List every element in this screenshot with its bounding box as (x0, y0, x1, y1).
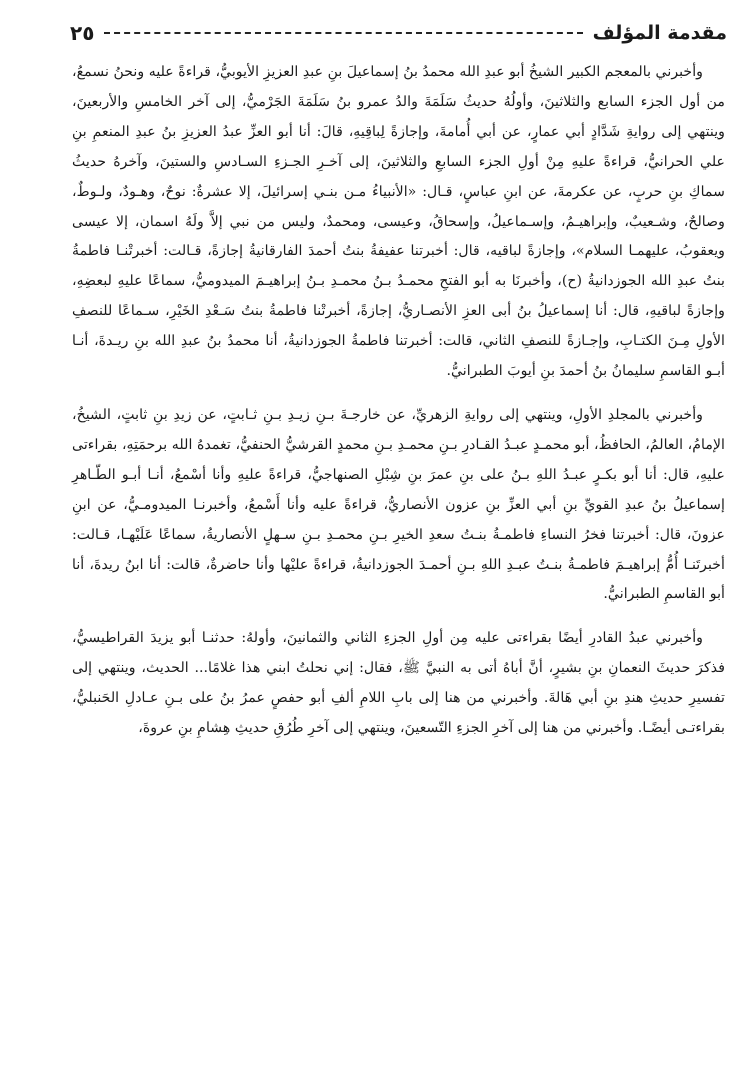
paragraph-1: وأخبرني بالمعجم الكبير الشيخُ أبو عبدِ الله محمدُ بنُ إسماعيلَ بنِ عبدِ العزيزِ الأيوبيُّ، قراءةً عليه ونحنُ نسمعُ، من أول الجزء السابع والثلاثينَ، وأولُهُ حديثُ سَلَمَةَ والدُ عمرو بنُ سَلَمَةَ الجَرْميُّ، إلى آخر الخامسِ والأربعينَ، وينتهي إلى روايةِ شَدَّادٍ أبي عمارٍ، عن أبي أُمامةَ، وإجازةً لِباقِيهِ، قالَ: أنا أبو العزِّ عبدُ العزيزِ بنُ عبدِ المنعمِ بنِ علي الحرانيُّ، قراءةً عليهِ مِنْ أولِ الجزء السابعِ والثلاثينَ، إلى آخـرِ الجـزءِ السـادسِ والستينَ، وآخرهُ حديثُ سماكِ بنِ حربٍ، عن عكرمةَ، عن ابنِ عباسٍ، قـال: «الأنبياءُ مـن بنـي إسرائيلَ، إلا عشرةٌ: نوحٌ، وهـودٌ، ولـوطٌ، وصالحٌ، وشـعيبٌ، وإبراهيـمُ، وإسـماعيلُ، وإسحاقُ، وعيسى، ومحمدٌ، وليس من نبي إلاَّ ولَهُ اسمان، إلا عيسى ويعقوبُ، عليهمـا السلام»، وإجازةً لباقيه، قال: أخبرتنا عفيفةُ بنتُ أحمدَ الفارقانيةُ إجازةً، قـالت: أخبرتْنـا فاطمةُ بنتُ عبدِ الله الجوزدانيةُ (ح)، وأخبرنَا به أبو الفتحِ محمـدُ بـنُ محمـدِ بـنُ إبراهيـمَ الميدوميُّ، سماعًا عليهِ لبعضِهِ، وإجازةً لباقيهِ، قال: أنا إسماعيلُ بنُ أبى العزِ الأنصـاريُّ، إجازةً، أخبرتْنا فاطمةُ بنتُ سَـعْدِ الخَيْرِ، سـماعًا للنصفِ الأولِ مِـنَ الكتـابِ، وإجـازةً للنصفِ الثاني، قالت: أخبرتنا فاطمةُ الجوزدانيةُ، أنا محمدُ بنُ عبدِ الله بنِ ريـدةَ، أنـا أبـو القاسمِ سليمانُ بنُ أحمدَ بنِ أيوبَ الطبرانيُّ. (72, 64, 725, 380)
body-text (72, 58, 725, 744)
running-header (70, 18, 727, 48)
header-dashed-rule (104, 32, 582, 34)
paragraph-2: وأخبرني بالمجلدِ الأولِ، وينتهي إلى روايةِ الزهريِّ، عن خارجـةَ بـنِ زيـدِ بـنِ ثـابتٍ، عن زيدِ بنِ ثابتٍ، الشيخُ، الإمامُ، العالمُ، الحافظُ، أبو محمـدٍ عبـدُ القـادرِ بـنِ محمـدِ بـنِ محمدٍ القرشيُّ الحنفيُّ، تغمدهُ الله برحمَتِهِ، بقراءتى عليهِ، قال: أنا أبو بكـرٍ عبـدُ اللهِ بـنُ على بنِ عمرَ بنِ شِبْلِ الصنهاجيُّ، قراءةً عليهِ وأنا أسْمعُ، أنـا أبـو الطّـاهرِ إسماعيلُ بنُ عبدِ القويِّ بنِ أبي العزِّ بنِ عزون الأنصاريُّ، قراءةً عليه وأنا أَسْمعُ، وأخبرنـا الميدومـيُّ، عن ابنِ عزونَ، قال: أخبرتنا فخرُ النساءِ فاطمـةُ بنـتُ سعدِ الخيرِ بـنِ محمـدِ بـنِ سـهلٍ الأنصاريةُ، سماعًا عَلَيْهـا، قـالت: أخبرتَنـا أُمُّ إبراهيـمَ فاطمـةُ بنـتُ عبـدِ اللهِ بـنِ أحمـدَ الجوزدانيةُ، قراءةً عليْها وأنا حاضرةٌ، قالت: أنا ابنُ ريدةَ، أنا أبو القاسمِ الطبرانيُّ. (72, 406, 725, 603)
header-title: مقدمة المؤلف (592, 22, 727, 44)
paragraph-3: وأخبرني عبدُ القادرِ أيضًا بقراءتى عليه مِن أولِ الجزءِ الثاني والثمانينَ، وأولهُ: حدثنـا أبو يزيدَ القراطيسيُّ، فذكرَ حديثَ النعمانِ بنِ بشيرٍ، أنَّ أباهُ أتى به النبيَّ ﷺ، فقال: إني نحلتُ ابني هذا غلامًا... الحديث، وينتهي إلى تفسيرِ حديثِ هندِ بنِ أبي هَالةَ. وأخبرني من هنا إلى بابِ اللامِ ألفِ أبو حفصٍ عمرُ بنُ على بـنِ عـادلِ الحَنبليُّ، بقراءتـى أيضًـا. وأخبرني من هنا إلى آخرِ الجزءِ التّسعينَ، وينتهي إلى آخرِ طُرُقِ حديثِ هِشامِ بنِ عروةَ، (72, 630, 725, 737)
page-number: ٢٥ (70, 21, 95, 45)
